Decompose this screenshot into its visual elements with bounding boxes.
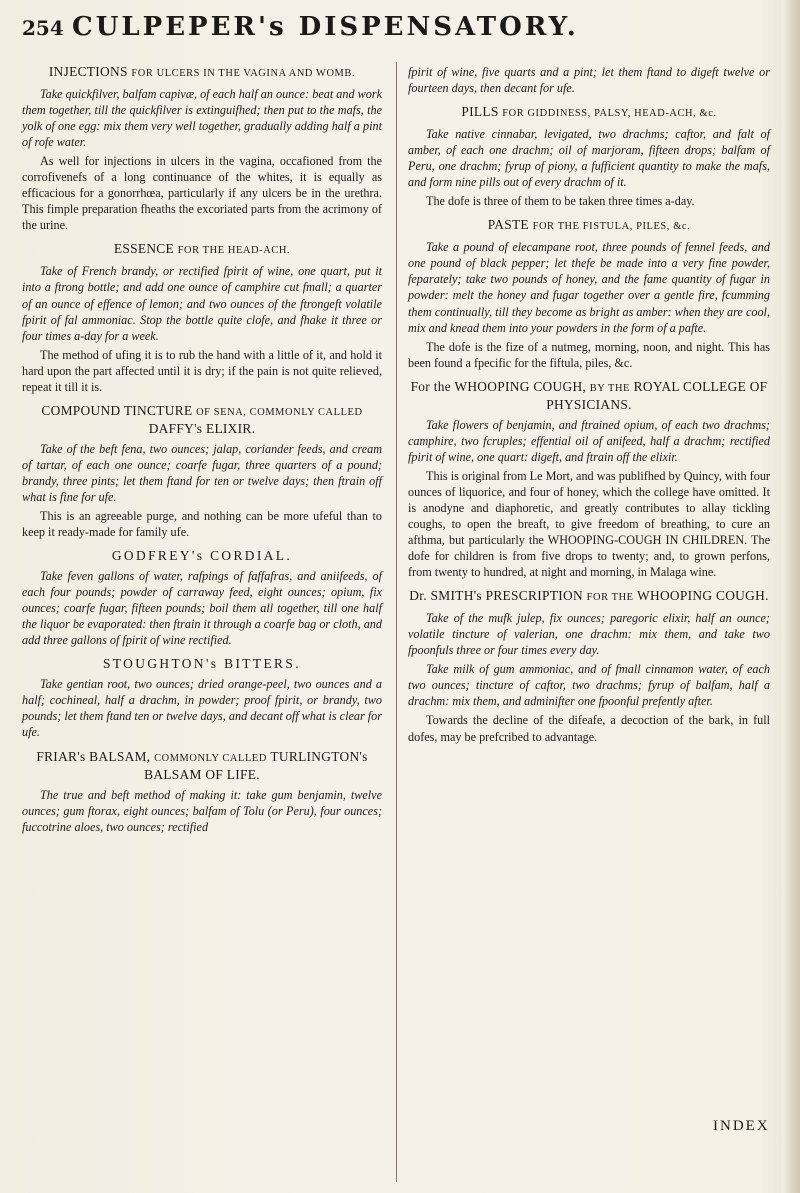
paste-recipe: Take a pound of elecampane root, three pounds of fennel feeds, and one pound of black pepper; let thefe be made into a very fine powder, feparately; take two pounds of honey, and the fame quantity of fugar in powder: melt the honey and fugar together over a gentle fire, fcumming them continually, till they become as bright as amber: when they are cool, mix and knead them into your powders in the form of a pafte. [408,240,770,335]
column-divider [396,62,397,1182]
pills-text: The dofe is three of them to be taken three times a-day. [426,194,695,209]
page-number: 254 [22,16,64,40]
pills-recipe: Take native cinnabar, levigated, two drachms; caftor, and falt of amber, of each one drachm; oil of marjoram, fifteen drops; balfam of Peru, one drachm; fyrup of piony, a fufficient quantity to make the mafs, and form nine pills out of every drachm of it. [408,127,770,190]
pills-heading [408,104,770,122]
essence-heading [22,241,382,259]
smith-heading [408,588,770,606]
senna-heading-rest: OF SENA, COMMONLY CALLED [196,406,363,418]
stoughton-heading: STOUGHTON's BITTERS. [103,656,301,672]
essence-text: The method of ufing it is to rub the hand with a little of it, and hold it hard upon the part affected until it is dry; if the pain is not quite relieved, repeat it till it is. [22,347,382,394]
smith-recipe-2: Take milk of gum ammoniac, and of fmall cinnamon water, of each two ounces; tincture of caftor, two drachms; fyrup of balfam, half a drachm: mix them, and adminifter one fpoonful prefently after. [408,662,770,709]
smith-recipe-1: Take of the mufk julep, fix ounces; paregoric elixir, half an ounce; volatile tincture of valerian, one drachm: mix them, and take two fpoonfuls three or four times every day. [408,611,770,658]
friar-recipe-continued: fpirit of wine, five quarts and a pint; let them ftand to digeft twelve or fourteen days, then decant for ufe. [408,65,770,96]
whooping-text: This is original from Le Mort, and was publifhed by Quincy, with four ounces of liquorice, and four of honey, which the college have omitted. It is anodyne and diaphoretic, and greatly contributes to allay tickling coughs, to open the breaft, to give freedom of breathing, to cure an afthma, but particularly the WHOOPING-COUGH IN CHILDREN. The dofe for children is from five drops to twenty; and, to grown perfons, from twenty to hundred, at night and morning, in Malaga wine. [408,468,770,580]
catchword: INDEX [713,1118,770,1134]
whooping-heading [408,379,770,413]
essence-heading-rest: FOR THE HEAD-ACH. [177,245,291,257]
pills-heading-rest: FOR GIDDINESS, PALSY, HEAD-ACH, &c. [502,108,717,120]
friar-heading-tail: TURLINGTON's BALSAM OF LIFE. [144,748,368,782]
left-column [22,64,382,838]
friar-heading [22,749,382,783]
senna-heading-main: COMPOUND TINCTURE [41,402,193,418]
senna-text: This is an agreeable purge, and nothing can be more ufeful than to keep it ready-made for family ufe. [22,508,382,540]
injections-heading-main: INJECTIONS [48,64,128,79]
paste-heading-rest: FOR THE FISTULA, PILES, &c. [532,221,691,233]
injections-text: As well for injections in ulcers in the vagina, occafioned from the corrofivenefs of a long continuance of the whites, it is equally as efficacious for a gonorrhœa, particularly if any ulcers be in the urethra. This fimple preparation fheaths the excoriated parts from the acrimony of the urine. [22,154,382,233]
stoughton-recipe: Take gentian root, two ounces; dried orange-peel, two ounces and a half; cochineal, half a drachm, in powder; proof fpirit, or brandy, two pounds; let them ftand ten or twelve days, and decant off what is clear for ufe. [22,677,382,740]
paste-text: The dofe is the fize of a nutmeg, morning, noon, and night. This has been found a fpecific for the fiftula, piles, &c. [408,339,770,370]
smith-heading-tail: WHOOPING COUGH. [637,588,769,604]
essence-heading-main: ESSENCE [113,241,174,257]
whooping-heading-tail: ROYAL COLLEGE OF PHYSICIANS. [546,378,768,412]
godfrey-heading: GODFREY's CORDIAL. [111,548,293,564]
essence-recipe: Take of French brandy, or rectified fpirit of wine, one quart, put it into a ftrong bottle; and add one ounce of camphire cut fmall; a quarter of an ounce of effence of lemon; and two ounces of the ftrongeft volatile fpirit of fal ammoniac. Stop the bottle quite clofe, and fhake it three or four times a-day for a week. [22,264,382,343]
godfrey-recipe: Take feven gallons of water, rafpings of faffafras, and aniifeeds, of each four pounds; powder of carraway feed, eight ounces; opium, fix ounces; coarfe fugar, fifteen pounds; boil them all together, till one half the liquor be evaporated: then ftrain it through a coarfe bag or cloth, and add three gallons of fpirit of wine rectified. [22,569,382,648]
senna-heading-tail: DAFFY's ELIXIR. [148,420,256,436]
smith-heading-main: Dr. SMITH's PRESCRIPTION [409,588,583,604]
right-column [408,64,770,748]
page-edge [782,0,800,1193]
senna-recipe: Take of the beft fena, two ounces; jalap, coriander feeds, and cream of tartar, of each one ounce; coarfe fugar, three quarters of a pound; brandy, three pints; let them ftand for ten or twelve days; then ftrain off what is fine for ufe. [22,441,382,504]
injections-heading-rest: FOR ULCERS IN THE VAGINA AND WOMB. [131,68,356,79]
friar-heading-rest: COMMONLY CALLED [154,752,267,764]
whooping-heading-rest: BY THE [589,382,631,394]
injections-recipe: Take quickfilver, balfam capivæ, of each half an ounce: beat and work them together, till the quickfilver is extinguifhed; then put to the mafs, the yolk of one egg: mix them very well together, gradually adding half a pint of rofe water. [22,87,382,150]
friar-heading-main: FRIAR's BALSAM, [36,748,151,764]
smith-text: Towards the decline of the difeafe, a decoction of the bark, in full dofes, may be prefcribed to advantage. [408,713,770,744]
pills-heading-main: PILLS [461,104,499,120]
senna-heading [22,403,382,437]
page-header [22,12,760,56]
whooping-recipe: Take flowers of benjamin, and ftrained opium, of each two drachms; camphire, two fcruples; effential oil of anifeed, half a drachm; rectified fpirit of wine, one quart: digeft, and ftrain off the elixir. [408,417,770,464]
smith-heading-rest: FOR THE [586,592,634,604]
paste-heading [408,217,770,235]
friar-recipe: The true and beft method of making it: take gum benjamin, twelve ounces; gum ftorax, eight ounces; balfam of Tolu (or Peru), four ounces; fuccotrine aloes, two ounces; rectified [22,787,382,834]
paste-heading-main: PASTE [487,217,529,233]
running-title: CULPEPER's DISPENSATORY. [72,12,579,42]
injections-heading [22,64,382,82]
whooping-heading-main: For the WHOOPING COUGH, [410,378,587,394]
